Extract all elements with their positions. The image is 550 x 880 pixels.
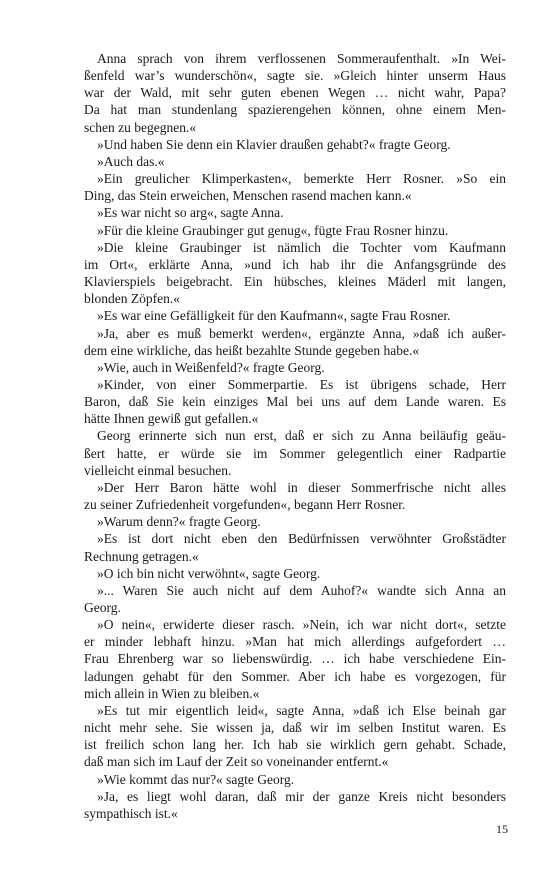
paragraph [84,136,506,153]
text-line: dem eine wirkliche, das heißt bezahlte Stunde gegeben habe.« [84,342,420,358]
text-line: Georg. [84,600,121,615]
paragraph [84,427,506,478]
text-line: Ding, das Stein erweichen, Menschen rasend machen kann.« [84,188,412,204]
paragraph [84,582,506,616]
text-line: schen zu begegnen.« [84,119,197,135]
paragraph [84,204,506,221]
paragraph [84,771,506,788]
paragraph [84,565,506,582]
text-line: war der Wald, mit sehr guten ebenen Wegen … nicht wahr, Papa? [84,85,506,101]
text-line: im Ort«, erklärte Anna, »und ich hab ihr die Anfangsgründe des [84,256,506,272]
text-line: Klavierspiels beigebracht. Ein hübsches, kleines Mäderl mit langen, [84,274,506,290]
paragraph [84,702,506,771]
paragraph [84,479,506,513]
text-line: ßenfeld war’s wunderschön«, sagte sie. »Gleich hinter unserm Haus [84,68,506,84]
text-line: »Für die kleine Graubinger gut genug«, fügte Frau Rosner hinzu. [97,222,449,238]
paragraph [84,376,506,427]
text-line: »Warum denn?« fragte Georg. [97,514,261,530]
text-line: sympathisch ist.« [84,805,178,821]
text-line: »Wie, auch in Weißenfeld?« fragte Georg. [97,359,325,375]
text-line: daß man sich im Lauf der Zeit so voneinander entfernt.« [84,754,389,770]
text-line: »Es tut mir eigentlich leid«, sagte Anna, »daß ich Else beinah gar [97,702,506,718]
text-line: »... Waren Sie auch nicht auf dem Auhof?« wandte sich Anna an [97,582,506,598]
text-line: hätte Ihnen gewiß gut gefallen.« [84,411,259,427]
text-line: »Ein greulicher Klimperkasten«, bemerkte Herr Rosner. »So ein [97,171,506,187]
text-line: »Es war nicht so arg«, sagte Anna. [97,205,284,221]
paragraph [84,170,506,204]
paragraph [84,222,506,239]
text-line: blonden Zöpfen.« [84,291,180,307]
text-line: Da hat man stundenlang spazierengehen können, ohne einem Men- [84,102,506,118]
book-page-text [84,50,506,822]
text-line: mich allein in Wien zu bleiben.« [84,685,260,701]
paragraph [84,153,506,170]
text-line: »Es war eine Gefälligkeit für den Kaufmann«, sagte Frau Rosner. [97,308,451,324]
text-line: »Auch das.« [97,153,165,169]
text-line: Frau Ehrenberg war so liebenswürdig. … ich habe verschiedene Ein- [84,651,506,667]
text-line: »Es ist dort nicht eben den Bedürfnissen verwöhnter Großstädter [97,531,506,547]
text-line: »Kinder, von einer Sommerpartie. Es ist übrigens schade, Herr [97,376,506,392]
paragraph [84,616,506,702]
text-line: »Die kleine Graubinger ist nämlich die Tochter vom Kaufmann [97,239,506,255]
text-line: »Und haben Sie denn ein Klavier draußen gehabt?« fragte Georg. [97,136,451,152]
text-line: Rechnung getragen.« [84,548,199,564]
text-line: »O nein«, erwiderte dieser rasch. »Nein, ich war nicht dort«, setzte [97,617,506,633]
text-line: nicht mehr sehe. Sie wissen ja, daß wir im selben Institut waren. Es [84,720,506,736]
paragraph [84,325,506,359]
paragraph [84,788,506,822]
text-line: vielleicht einmal besuchen. [84,462,232,478]
text-line: »Der Herr Baron hätte wohl in dieser Sommerfrische nicht alles [97,479,506,495]
text-line: »Ja, es liegt wohl daran, daß mir der ganze Kreis nicht besonders [97,788,506,804]
text-line: Baron, daß Sie kein einziges Mal bei uns auf dem Lande waren. Es [84,394,506,410]
text-line: ßert hatte, er würde sie im Sommer gelegentlich einer Radpartie [84,445,506,461]
text-line: Anna sprach von ihrem verflossenen Sommeraufenthalt. »In Wei- [97,51,506,66]
text-line: zu seiner Zufriedenheit vorgefunden«, begann Herr Rosner. [84,497,406,513]
paragraph [84,359,506,376]
text-line: »Ja, aber es muß bemerkt werden«, ergänzte Anna, »daß ich außer- [97,325,506,341]
text-line: »O ich bin nicht verwöhnt«, sagte Georg. [97,565,321,581]
paragraph [84,50,506,136]
page-number: 15 [496,822,508,836]
text-line: »Wie kommt das nur?« sagte Georg. [97,771,295,787]
text-line: ladungen gehabt für den Sommer. Aber ich habe es vorgezogen, für [84,668,506,684]
paragraph [84,307,506,324]
paragraph [84,513,506,530]
text-line: ist freilich schon lang her. Ich hab sie wirklich gern gehabt. Schade, [84,737,506,753]
paragraph [84,239,506,308]
paragraph [84,530,506,564]
text-line: Georg erinnerte sich nun erst, daß er sich zu Anna beiläufig geäu- [97,428,506,444]
text-line: er minder lebhaft hinzu. »Man hat mich allerdings aufgefordert … [84,634,506,650]
